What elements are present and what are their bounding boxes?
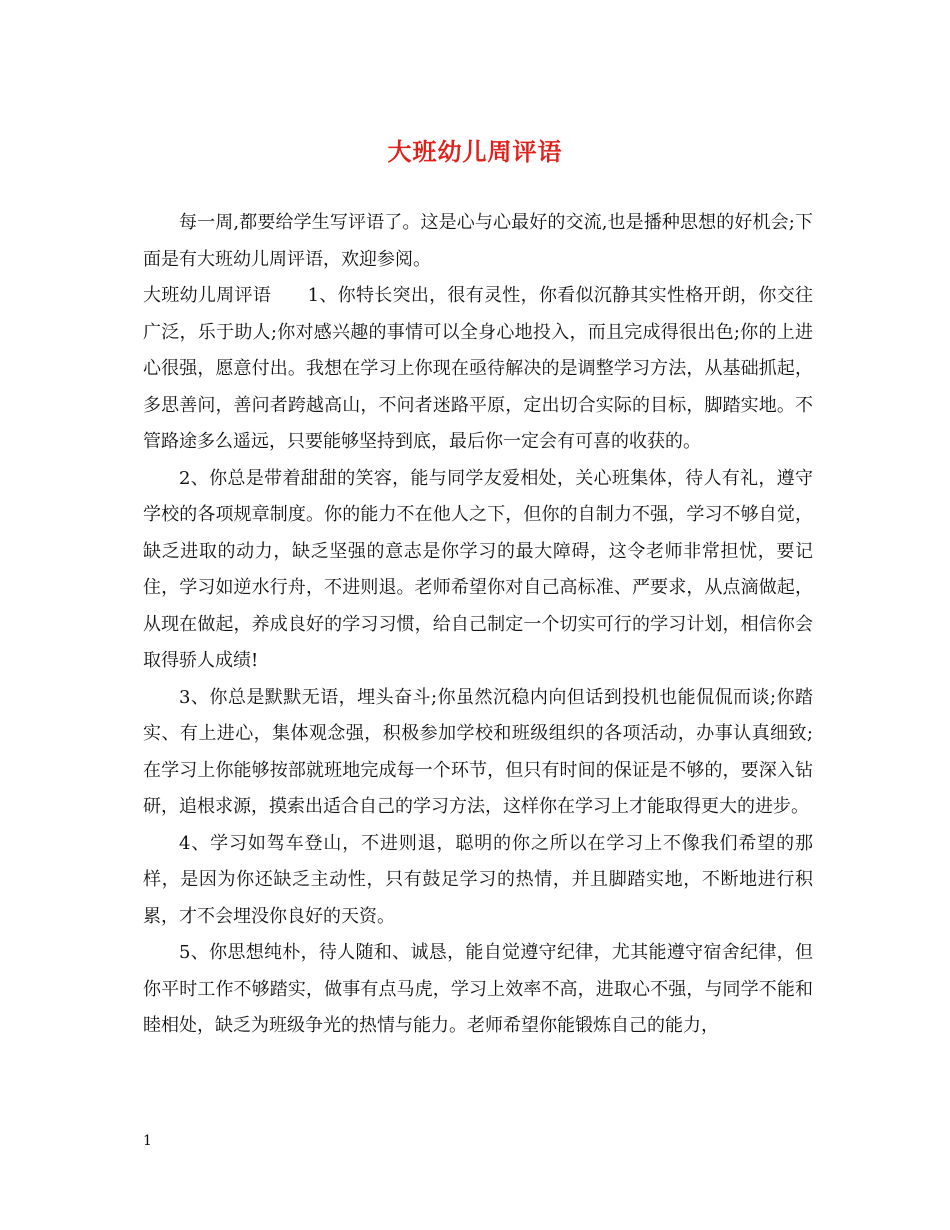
document-body <box>143 205 813 1045</box>
comment-paragraph-4: 4、学习如驾车登山，不进则退，聪明的你之所以在学习上不像我们希望的那样，是因为你还缺乏主动性，只有鼓足学习的热情，并且脚踏实地，不断地进行积累，才不会埋没你良好的天资。 <box>143 832 813 927</box>
comment-paragraph-2: 2、你总是带着甜甜的笑容，能与同学友爱相处，关心班集体，待人有礼，遵守学校的各项规章制度。你的能力不在他人之下，但你的自制力不强，学习不够自觉，缺乏进取的动力，缺乏坚强的意志是你学习的最大障碍，这令老师非常担忧，要记住，学习如逆水行舟，不进则退。老师希望你对自己高标准、严要求，从点滴做起，从现在做起，养成良好的学习习惯，给自己制定一个切实可行的学习计划，相信你会取得骄人成绩! <box>143 467 813 671</box>
document-title: 大班幼儿周评语 <box>387 137 563 166</box>
page-number: 1 <box>143 1133 152 1149</box>
intro-paragraph: 每一周,都要给学生写评语了。这是心与心最好的交流,也是播种思想的好机会;下面是有大班幼儿周评语，欢迎参阅。 <box>143 212 813 270</box>
comment-paragraph-3: 3、你总是默默无语，埋头奋斗;你虽然沉稳内向但话到投机也能侃侃而谈;你踏实、有上进心，集体观念强，积极参加学校和班级组织的各项活动，办事认真细致;在学习上你能够按部就班地完成每一个环节，但只有时间的保证是不够的，要深入钻研，追根求源，摸索出适合自己的学习方法，这样你在学习上才能取得更大的进步。 <box>143 686 813 817</box>
comment-paragraph-5: 5、你思想纯朴，待人随和、诚恳，能自觉遵守纪律，尤其能遵守宿舍纪律，但你平时工作不够踏实，做事有点马虎，学习上效率不高，进取心不强，与同学不能和睦相处，缺乏为班级争光的热情与能力。老师希望你能锻炼自己的能力， <box>143 942 813 1036</box>
comment-paragraph-1: 大班幼儿周评语 1、你特长突出，很有灵性，你看似沉静其实性格开朗，你交往广泛，乐于助人;你对感兴趣的事情可以全身心地投入，而且完成得很出色;你的上进心很强，愿意付出。我想在学习上你现在亟待解决的是调整学习方法，从基础抓起，多思善问，善问者跨越高山，不问者迷路平原，定出切合实际的目标，脚踏实地。不管路途多么遥远，只要能够坚持到底，最后你一定会有可喜的收获的。 <box>143 285 813 452</box>
